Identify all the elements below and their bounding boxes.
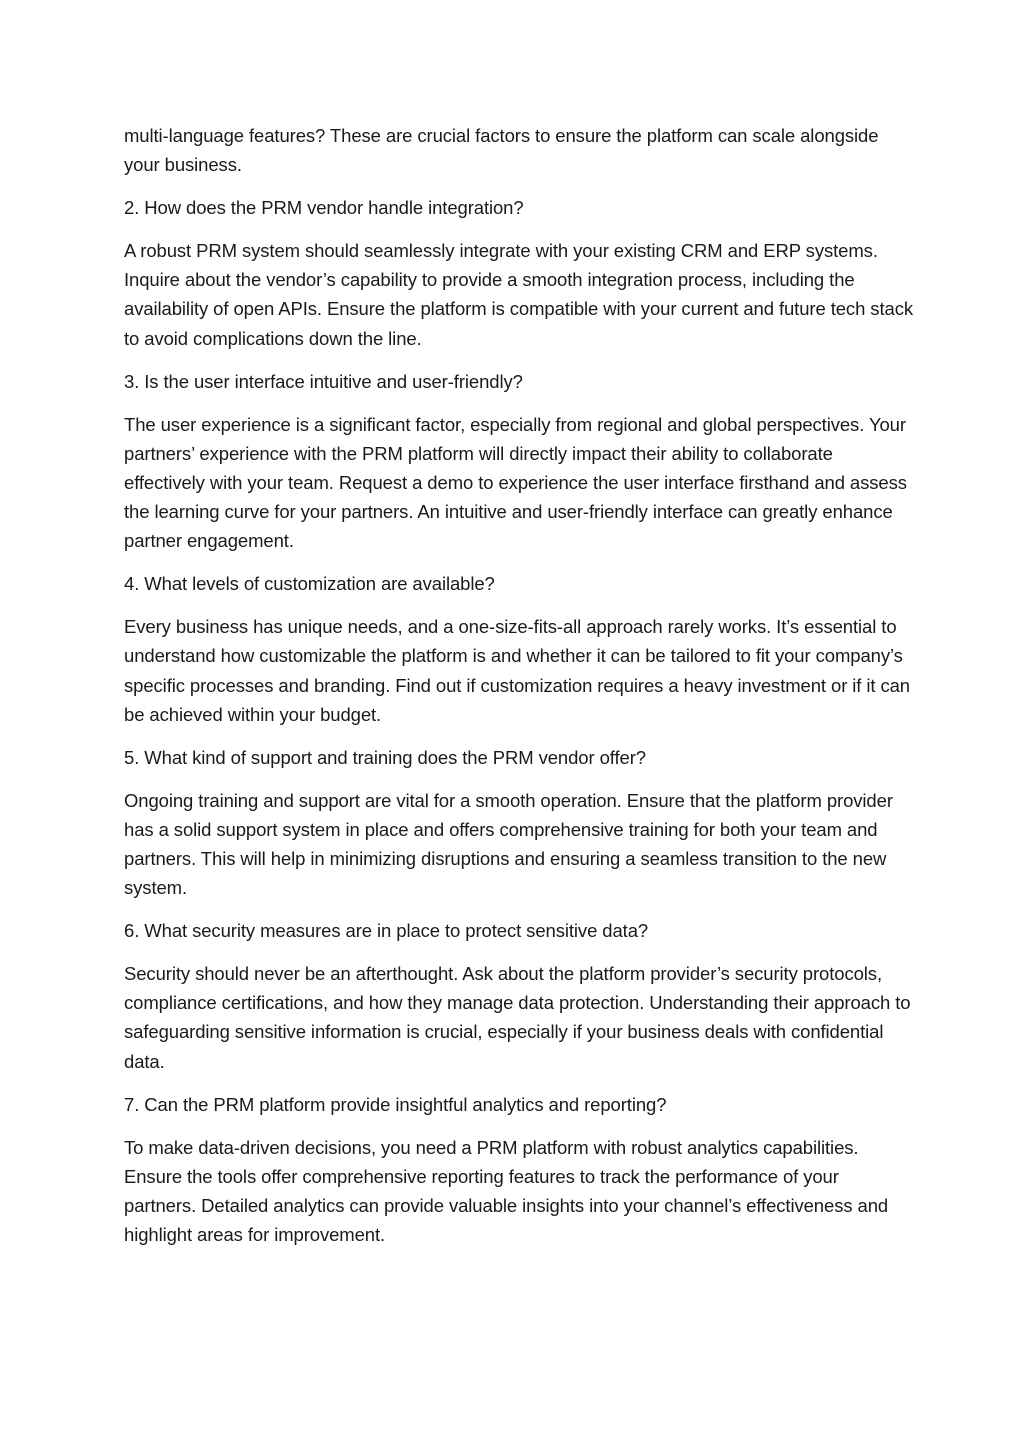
question-7-answer: To make data-driven decisions, you need a PRM platform with robust analytics capabilities. Ensure the tools offer comprehensive reporting features to track the performance of your partners. Detailed analytics can provide valuable insights into your channel’s effectiveness and highlight areas for improvement. <box>124 1136 889 1245</box>
question-6-answer: Security should never be an afterthought. Ask about the platform provider’s security protocols, compliance certifications, and how they manage data protection. Understanding their approach to safeguarding sensitive information is crucial, especially if your business deals with confidential data. <box>124 963 911 1072</box>
question-3-heading: 3. Is the user interface intuitive and user-friendly? <box>124 370 523 392</box>
question-5-heading: 5. What kind of support and training does the PRM vendor offer? <box>124 746 646 768</box>
question-2-heading: 2. How does the PRM vendor handle integration? <box>124 197 524 219</box>
intro-continuation-paragraph: multi-language features? These are crucial factors to ensure the platform can scale alongside your business. <box>124 125 879 176</box>
question-2-answer: A robust PRM system should seamlessly integrate with your existing CRM and ERP systems. Inquire about the vendor’s capability to provide a smooth integration process, including the availability of open APIs. Ensure the platform is compatible with your current and future tech stack to avoid complications down the line. <box>124 240 913 349</box>
question-4-heading: 4. What levels of customization are available? <box>124 573 495 595</box>
document-page <box>124 121 914 1263</box>
question-4-answer: Every business has unique needs, and a one-size-fits-all approach rarely works. It’s essential to understand how customizable the platform is and whether it can be tailored to fit your company’s specific processes and branding. Find out if customization requires a heavy investment or if it can be achieved within your budget. <box>124 616 910 725</box>
question-5-answer: Ongoing training and support are vital for a smooth operation. Ensure that the platform provider has a solid support system in place and offers comprehensive training for both your team and partners. This will help in minimizing disruptions and ensuring a seamless transition to the new system. <box>124 789 893 899</box>
question-7-heading: 7. Can the PRM platform provide insightful analytics and reporting? <box>124 1093 667 1115</box>
question-6-heading: 6. What security measures are in place to protect sensitive data? <box>124 920 649 942</box>
question-3-answer: The user experience is a significant factor, especially from regional and global perspectives. Your partners’ experience with the PRM platform will directly impact their ability to collaborate effectively with your team. Request a demo to experience the user interface firsthand and assess the learning curve for your partners. An intuitive and user-friendly interface can greatly enhance partner engagement. <box>124 413 907 552</box>
